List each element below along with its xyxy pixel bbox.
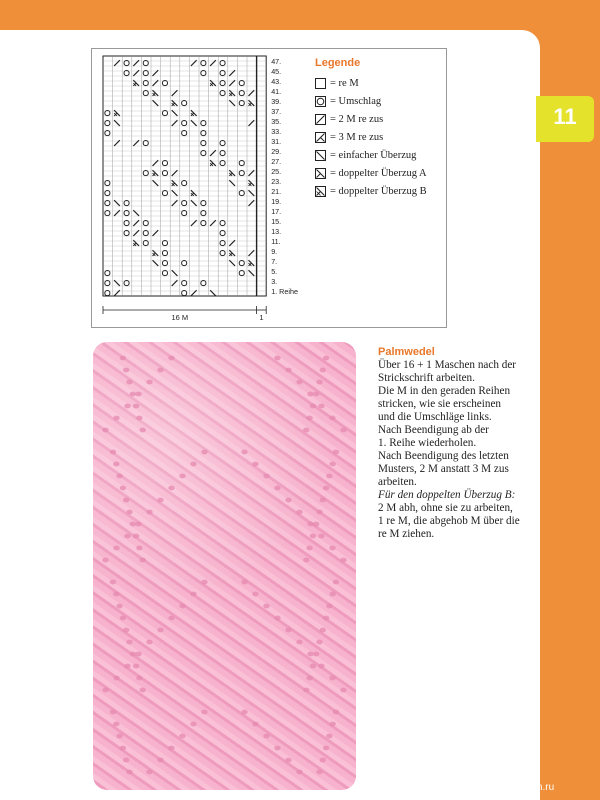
eyelet [263,734,269,739]
row-label: 7. [271,257,278,266]
row-label: 9. [271,247,278,256]
eyelet [318,534,324,539]
row-label: 27. [271,157,282,166]
eyelet [168,356,174,361]
description-line: 1 re M, die abgehob M über die [378,515,520,527]
eyelet [146,380,152,385]
eyelet [124,664,130,669]
eyelet [126,510,132,515]
eyelet [307,652,313,657]
eyelet [133,664,139,669]
eyelet [274,746,280,751]
eyelet [326,604,332,609]
eyelet [130,652,136,657]
legend-label: = doppelter Überzug B [330,185,427,197]
legend-label: = re M [330,77,359,89]
eyelet [123,758,129,763]
legend-symbol-icon [315,96,326,107]
eyelet [306,416,312,421]
row-label: 17. [271,207,282,216]
eyelet [323,746,329,751]
eyelet [136,546,142,551]
description-line: Musters, 2 M anstatt 3 M zus [378,463,509,475]
eyelet [140,428,146,433]
legend-list [315,74,443,200]
eyelet [329,546,335,551]
eyelet [124,404,130,409]
eyelet [190,722,196,727]
row-label: 29. [271,147,282,156]
eyelet [135,652,141,657]
eyelet [168,746,174,751]
legend-item [315,74,443,92]
eyelet [310,664,316,669]
legend-label: = einfacher Überzug [330,149,417,161]
eyelet [252,722,258,727]
eyelet [190,592,196,597]
eyelet [102,558,108,563]
eyelet [201,580,207,585]
eyelet [168,486,174,491]
eyelet [168,616,174,621]
eyelet [113,592,119,597]
eyelet [274,616,280,621]
legend [315,57,443,200]
eyelet [126,380,132,385]
row-label: 45. [271,67,282,76]
description-line: Die M in den geraden Reihen [378,385,511,397]
eyelet [323,486,329,491]
row-label: 25. [271,167,282,176]
eyelet [320,498,326,503]
eyelet [313,522,319,527]
description-line: 1. Reihe wiederholen. [378,437,477,449]
eyelet [157,498,163,503]
eyelet [285,368,291,373]
description-line: stricken, wie sie erscheinen [378,398,502,410]
eyelet [330,722,336,727]
eyelet [252,462,258,467]
eyelet [316,640,322,645]
eyelet [146,510,152,515]
eyelet [130,522,136,527]
knitting-chart-panel [91,48,447,328]
eyelet [306,546,312,551]
swatch-pattern [93,342,356,790]
eyelet [323,356,329,361]
eyelet [263,474,269,479]
description-lines [378,359,528,489]
row-label: 15. [271,217,282,226]
eyelet [307,392,313,397]
eyelet [306,676,312,681]
eyelet [326,734,332,739]
legend-item [315,146,443,164]
eyelet [126,640,132,645]
eyelet [313,652,319,657]
description-line: Nach Beendigung ab der [378,424,489,436]
eyelet [179,734,185,739]
eyelet [310,534,316,539]
eyelet [140,558,146,563]
eyelet [123,498,129,503]
eyelet [320,758,326,763]
eyelet [285,758,291,763]
description-line: Strickschrift arbeiten. [378,372,475,384]
eyelet [113,416,119,421]
eyelet [116,474,122,479]
row-label: 31. [271,137,282,146]
eyelet [123,368,129,373]
legend-symbol-icon [315,78,326,89]
legend-title: Legende [315,57,361,69]
eyelet [241,710,247,715]
chart-width-label: 16 M [171,313,189,322]
description-italic-note: Für den doppelten Überzug B: [378,489,516,501]
eyelet [120,486,126,491]
eyelet [133,534,139,539]
eyelet [136,416,142,421]
legend-symbol-icon [315,132,326,143]
eyelet [113,676,119,681]
knit-swatch-photo [93,342,356,790]
eyelet [126,770,132,775]
eyelet [296,510,302,515]
legend-item [315,182,443,200]
description-line: und die Umschläge links. [378,411,492,423]
eyelet [157,368,163,373]
eyelet [241,580,247,585]
eyelet [252,592,258,597]
eyelet [296,380,302,385]
eyelet [113,546,119,551]
eyelet [136,676,142,681]
row-label: 39. [271,97,282,106]
eyelet [340,688,346,693]
eyelet [340,558,346,563]
eyelet [157,628,163,633]
row-label: 1. Reihe [271,287,298,296]
eyelet [263,604,269,609]
legend-item [315,128,443,146]
eyelet [296,770,302,775]
eyelet [113,462,119,467]
eyelet [179,474,185,479]
eyelet [116,604,122,609]
page-number: 11 [553,104,577,129]
watermark: PassionForum.ru [478,782,555,793]
pattern-description [378,346,528,541]
eyelet [140,688,146,693]
description-line: re M ziehen. [378,528,435,540]
eyelet [146,770,152,775]
row-label: 21. [271,187,282,196]
eyelet [333,710,339,715]
eyelet [330,462,336,467]
row-label: 23. [271,177,282,186]
row-label: 19. [271,197,282,206]
eyelet [330,592,336,597]
legend-item [315,92,443,110]
eyelet [303,688,309,693]
eyelet [333,450,339,455]
row-label: 35. [271,117,282,126]
legend-item [315,110,443,128]
row-label: 11. [271,237,281,246]
eyelet [318,664,324,669]
eyelet [316,380,322,385]
eyelet [110,710,116,715]
legend-label: = 3 M re zus [330,131,384,143]
legend-label: = 2 M re zus [330,113,384,125]
row-label: 13. [271,227,282,236]
eyelet [329,416,335,421]
description-line: Über 16 + 1 Maschen nach der [378,359,517,371]
legend-symbol-icon [315,168,326,179]
eyelet [120,356,126,361]
eyelet [102,428,108,433]
eyelet [110,450,116,455]
eyelet [201,710,207,715]
row-label: 43. [271,77,282,86]
eyelet [135,522,141,527]
eyelet [110,580,116,585]
eyelet [179,604,185,609]
eyelet [318,404,324,409]
eyelet [190,462,196,467]
row-label: 3. [271,277,278,286]
eyelet [274,486,280,491]
eyelet [135,392,141,397]
eyelet [102,688,108,693]
eyelet [130,392,136,397]
eyelet [157,758,163,763]
legend-symbol-icon [315,186,326,197]
eyelet [310,404,316,409]
row-label: 47. [271,57,282,66]
description-lines-b [378,502,528,541]
legend-symbol-icon [315,150,326,161]
eyelet [320,628,326,633]
chart-extra-label: 1 [259,313,264,322]
eyelet [323,616,329,621]
eyelet [133,404,139,409]
row-label: 41. [271,87,282,96]
eyelet [316,770,322,775]
eyelet [340,428,346,433]
pattern-title: Palmwedel [378,346,435,358]
eyelet [320,368,326,373]
description-line: Nach Beendigung des letzten [378,450,509,462]
eyelet [120,746,126,751]
eyelet [274,356,280,361]
row-label: 5. [271,267,278,276]
legend-label: = Umschlag [330,95,382,107]
eyelet [303,428,309,433]
eyelet [241,450,247,455]
eyelet [329,676,335,681]
eyelet [285,498,291,503]
eyelet [313,392,319,397]
legend-item [315,164,443,182]
eyelet [124,534,130,539]
eyelet [296,640,302,645]
row-label: 33. [271,127,282,136]
eyelet [316,510,322,515]
eyelet [146,640,152,645]
eyelet [307,522,313,527]
eyelet [326,474,332,479]
eyelet [201,450,207,455]
legend-symbol-icon [315,114,326,125]
eyelet [123,628,129,633]
description-line: arbeiten. [378,476,417,488]
legend-label: = doppelter Überzug A [330,167,427,179]
eyelet [120,616,126,621]
eyelet [285,628,291,633]
description-line: 2 M abh, ohne sie zu arbeiten, [378,502,513,514]
eyelet [113,722,119,727]
eyelet [303,558,309,563]
row-label: 37. [271,107,282,116]
eyelet [333,580,339,585]
eyelet [116,734,122,739]
